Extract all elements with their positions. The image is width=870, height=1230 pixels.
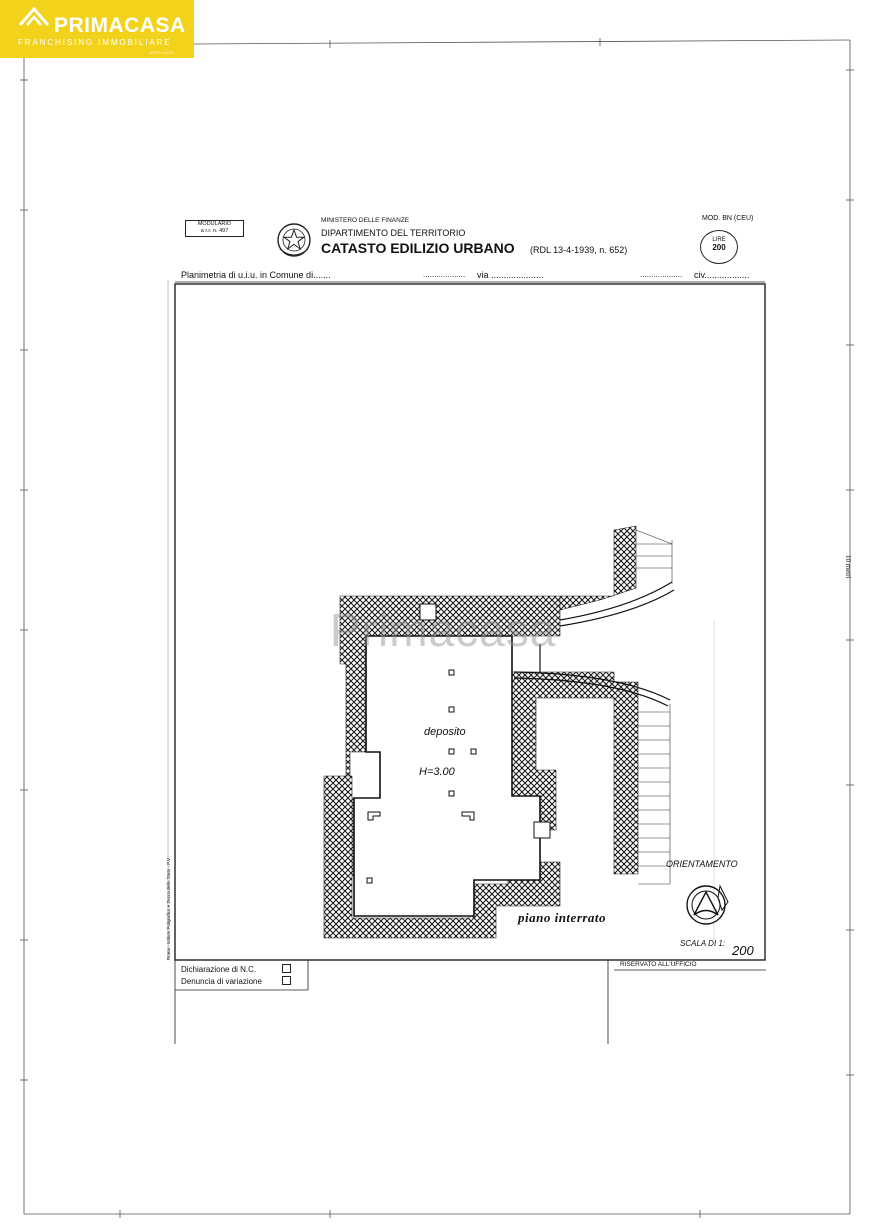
modulario-ref: a r.r. n. 497 (200, 227, 229, 234)
logo-subtitle: FRANCHISING IMMOBILIARE (18, 38, 172, 47)
denuncia-checkbox[interactable] (282, 976, 291, 985)
floor-label: piano interrato (518, 910, 607, 925)
department-text: DIPARTIMENTO DEL TERRITORIO (321, 228, 466, 238)
lire-value: 200 (712, 243, 726, 252)
printer-note: Roma - Istituto Poligrafico e Zecca dello Stato - P.V. (166, 857, 171, 960)
room-height: H=3.00 (419, 766, 455, 778)
denuncia-label: Denuncia di variazione (181, 977, 262, 986)
north-arrow-icon (684, 880, 738, 930)
lire-label: LIRE (712, 237, 726, 243)
watermark: Primacasa (330, 604, 557, 656)
ministry-text: MINISTERO DELLE FINANZE (321, 217, 410, 224)
mod-code: MOD. BN (CEU) (702, 215, 754, 222)
scale-value: 200 (732, 943, 754, 958)
hatched-wall-ramp (560, 526, 636, 610)
via-text: via ..................... (477, 270, 544, 280)
sheet-scale-label: 10 metri (844, 555, 852, 579)
civ-text: civ.................. (694, 270, 750, 280)
via-dots: ................... (640, 270, 683, 279)
logo-brand: PRIMACASA (54, 14, 186, 37)
riservato-label: RISERVATO ALL'UFFICIO (620, 961, 697, 968)
law-reference: (RDL 13-4-1939, n. 652) (530, 245, 628, 255)
comune-dots: ................... (423, 270, 466, 279)
room-name: deposito (424, 726, 466, 738)
modulario-label: MODULARIO (197, 221, 232, 227)
form-title: CATASTO EDILIZIO URBANO (321, 240, 515, 256)
dichiarazione-checkbox[interactable] (282, 964, 291, 973)
orientation-label: ORIENTAMENTO (666, 859, 738, 869)
dichiarazione-label: Dichiarazione di N.C. (181, 965, 257, 974)
logo-tag: AFFILIATO (150, 50, 175, 55)
planimetria-text: Planimetria di u.i.u. in Comune di....... (181, 270, 331, 280)
scale-label: SCALA DI 1: (680, 939, 726, 948)
